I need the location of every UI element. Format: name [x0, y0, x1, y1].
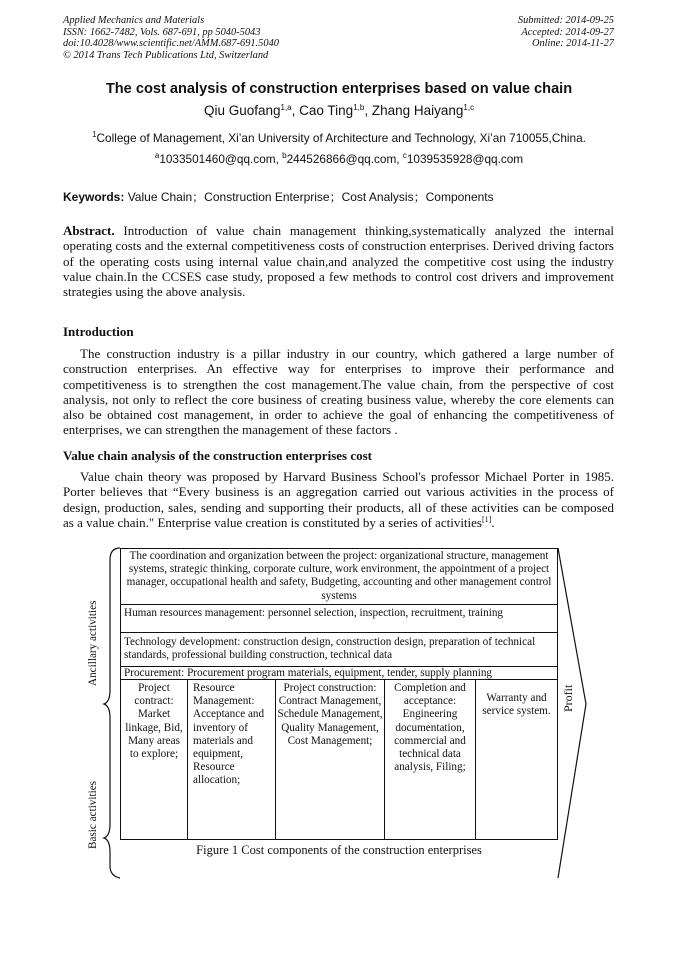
- support-row-technology: Technology development: construction design, construction design, preparation of technical standards, professional building construction, technical data: [121, 633, 557, 667]
- author-name: Qiu Guofang: [203, 103, 281, 118]
- author-sup: 1,c: [463, 103, 475, 112]
- support-row-coordination: The coordination and organization between the project: organizational structure, management systems, strategic thinking, corporate culture, work environment, the appointment of a project manager, occupational health and safety, Budgeting, accounting and other management control systems: [121, 549, 557, 605]
- figure-caption: Figure 1 Cost components of the construction enterprises: [196, 843, 482, 857]
- affiliation-text: College of Management, Xi’an University of Architecture and Technology, Xi’an 710055,China.: [96, 131, 586, 145]
- basic-column-construction: Project construction: Contract Management, Schedule Management, Quality Management, Cost Management;: [276, 680, 385, 840]
- author-sup: 1,a: [280, 103, 292, 112]
- intro-heading: Introduction: [63, 324, 134, 339]
- keywords-label: Keywords:: [63, 190, 125, 204]
- profit-arrow: [558, 548, 586, 878]
- ancillary-activities-label: Ancillary activities: [87, 600, 99, 686]
- email-sup: c: [402, 151, 407, 160]
- author-name: Zhang Haiyang: [371, 103, 464, 118]
- journal-issn: ISSN: 1662-7482, Vols. 687-691, pp 5040-5043: [63, 26, 261, 38]
- abstract-label: Abstract.: [63, 223, 115, 238]
- email: 244526866@qq.com,: [286, 152, 403, 166]
- author-name: Cao Ting: [299, 103, 354, 118]
- value-chain-figure: [120, 548, 558, 840]
- date-accepted: Accepted: 2014-09-27: [521, 26, 614, 38]
- value-chain-heading: Value chain analysis of the construction enterprises cost: [63, 448, 372, 463]
- journal-copyright: © 2014 Trans Tech Publications Ltd, Switzerland: [63, 49, 269, 61]
- date-online: Online: 2014-11-27: [531, 38, 614, 50]
- author-separator: ,: [364, 103, 372, 118]
- email-sup: a: [154, 151, 160, 160]
- basic-activities-row: [121, 680, 557, 840]
- journal-doi: doi:10.4028/www.scientific.net/AMM.687-691.5040: [63, 38, 279, 50]
- value-chain-text: Value chain theory was proposed by Harvard Business School's professor Michael Porter in 1985. Porter believes that “Every business is an aggregation carried out various activities in the process of design, production, sales, sending and supporting their products, all of these activities can be composed as a value chain." Enterprise value creation is constituted by a series of activities: [63, 469, 614, 530]
- keywords-text: Value Chain；Construction Enterprise；Cost Analysis；Components: [124, 190, 494, 204]
- paper-title: The cost analysis of construction enterprises based on value chain: [105, 81, 573, 97]
- affiliation-sup: 1: [92, 130, 97, 139]
- basic-column-completion: Completion and acceptance: Engineering documentation, commercial and technical data analysis, Filing;: [385, 680, 476, 840]
- intro-paragraph: The construction industry is a pillar industry in our country, which gathered a large number of construction enterprises. An effective way for enterprises to improve their performance and competitiveness is to strengthen the cost management.The value chain, from the perspective of cost analysis, not only to reflect the core business of creating business value, whereby the core elements can also be obtained cost management, in order to achieve the goal of enhancing the competitiveness of enterprises, we can strengthen the management of these factors .: [63, 346, 614, 438]
- date-submitted: Submitted: 2014-09-25: [517, 15, 614, 26]
- basic-brace: [104, 748, 120, 878]
- author-separator: ,: [291, 103, 300, 118]
- basic-column-warranty: Warranty and service system.: [482, 692, 551, 718]
- journal-name: Applied Mechanics and Materials: [63, 15, 205, 26]
- email: 1039535928@qq.com: [406, 152, 524, 166]
- value-chain-end: .: [491, 514, 495, 530]
- support-row-procurement: Procurement: Procurement program materials, equipment, tender, supply planning: [121, 667, 557, 680]
- support-row-hr: Human resources management: personnel selection, inspection, recruitment, training: [121, 605, 557, 633]
- profit-label: Profit: [561, 684, 575, 712]
- ancillary-brace: [104, 548, 120, 748]
- basic-column-contract: Project contract: Market linkage, Bid, Many areas to explore;: [121, 680, 188, 840]
- author-sup: 1,b: [353, 103, 365, 112]
- basic-activities-label: Basic activities: [87, 780, 99, 849]
- email: 1033501460@qq.com,: [159, 152, 283, 166]
- abstract-text: Introduction of value chain management thinking,systematically analyzed the internal operating costs and the external competitiveness costs of construction enterprises. Derived driving factors of the operating costs using internal value chain,and analyzed the competitive cost using the industry value chain.In the CCSES case study, proposed a few methods to control cost drivers and improvement strategies using the above analysis.: [63, 223, 614, 300]
- citation-ref: [1]: [482, 514, 492, 524]
- basic-column-resource: Resource Management: Acceptance and inventory of materials and equipment, Resource allocation;: [188, 680, 276, 840]
- email-sup: b: [282, 151, 287, 160]
